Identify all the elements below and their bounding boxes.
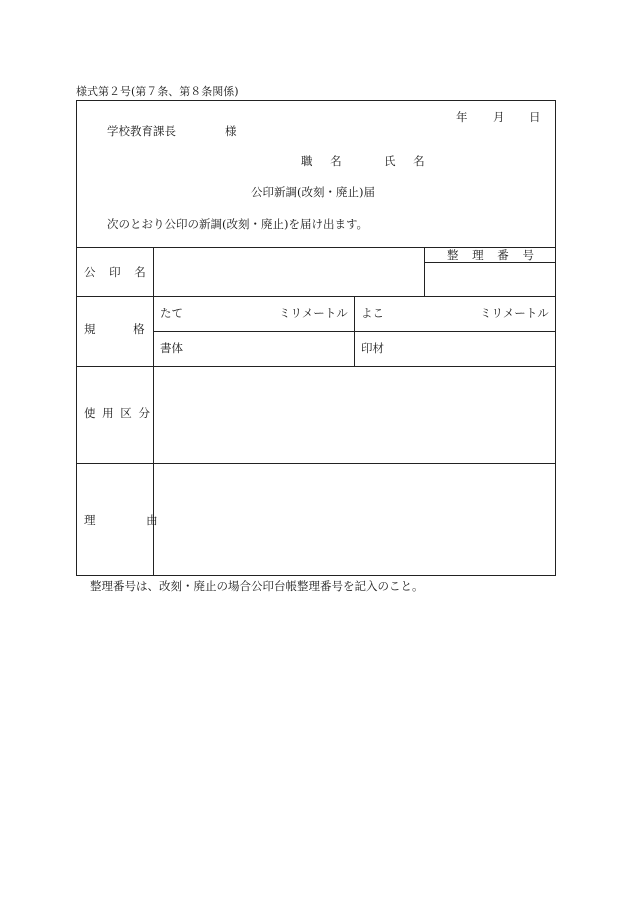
date-day: 日 bbox=[529, 110, 541, 124]
reference-number-field[interactable] bbox=[425, 263, 554, 295]
font-label: 書体 bbox=[160, 341, 183, 355]
reference-number-label: 整 理 番 号 bbox=[447, 248, 534, 262]
height-unit: ミリメートル bbox=[279, 306, 348, 320]
usage-field[interactable] bbox=[154, 367, 554, 462]
usage-label: 使 用 区 分 bbox=[84, 406, 150, 420]
applicant-position-label: 職 名 bbox=[301, 154, 342, 168]
height-field[interactable] bbox=[187, 298, 277, 330]
width-unit: ミリメートル bbox=[480, 306, 549, 320]
font-field[interactable] bbox=[187, 333, 352, 365]
intro-text: 次のとおり公印の新調(改刻・廃止)を届け出ます。 bbox=[107, 217, 369, 231]
reason-field[interactable] bbox=[154, 464, 554, 575]
material-label: 印材 bbox=[361, 341, 384, 355]
applicant-name-label: 氏 名 bbox=[384, 154, 425, 168]
footnote: 整理番号は、改刻・廃止の場合公印台帳整理番号を記入のこと。 bbox=[90, 579, 424, 593]
recipient-title: 学校教育課長 bbox=[107, 124, 176, 138]
specification-label: 規 格 bbox=[84, 322, 145, 336]
seal-name-field[interactable] bbox=[154, 248, 423, 295]
notification-form bbox=[76, 100, 556, 576]
height-label: たて bbox=[160, 306, 183, 320]
recipient-honorific: 様 bbox=[225, 124, 237, 138]
seal-name-label: 公 印 名 bbox=[84, 265, 146, 279]
form-title: 公印新調(改刻・廃止)届 bbox=[251, 185, 375, 199]
reason-label: 理 由 bbox=[84, 513, 158, 527]
date-month: 月 bbox=[493, 110, 505, 124]
form-number: 様式第２号(第７条、第８条関係) bbox=[76, 85, 239, 98]
width-field[interactable] bbox=[387, 298, 477, 330]
width-label: よこ bbox=[361, 306, 384, 320]
date-year: 年 bbox=[456, 110, 468, 124]
material-field[interactable] bbox=[387, 333, 553, 365]
